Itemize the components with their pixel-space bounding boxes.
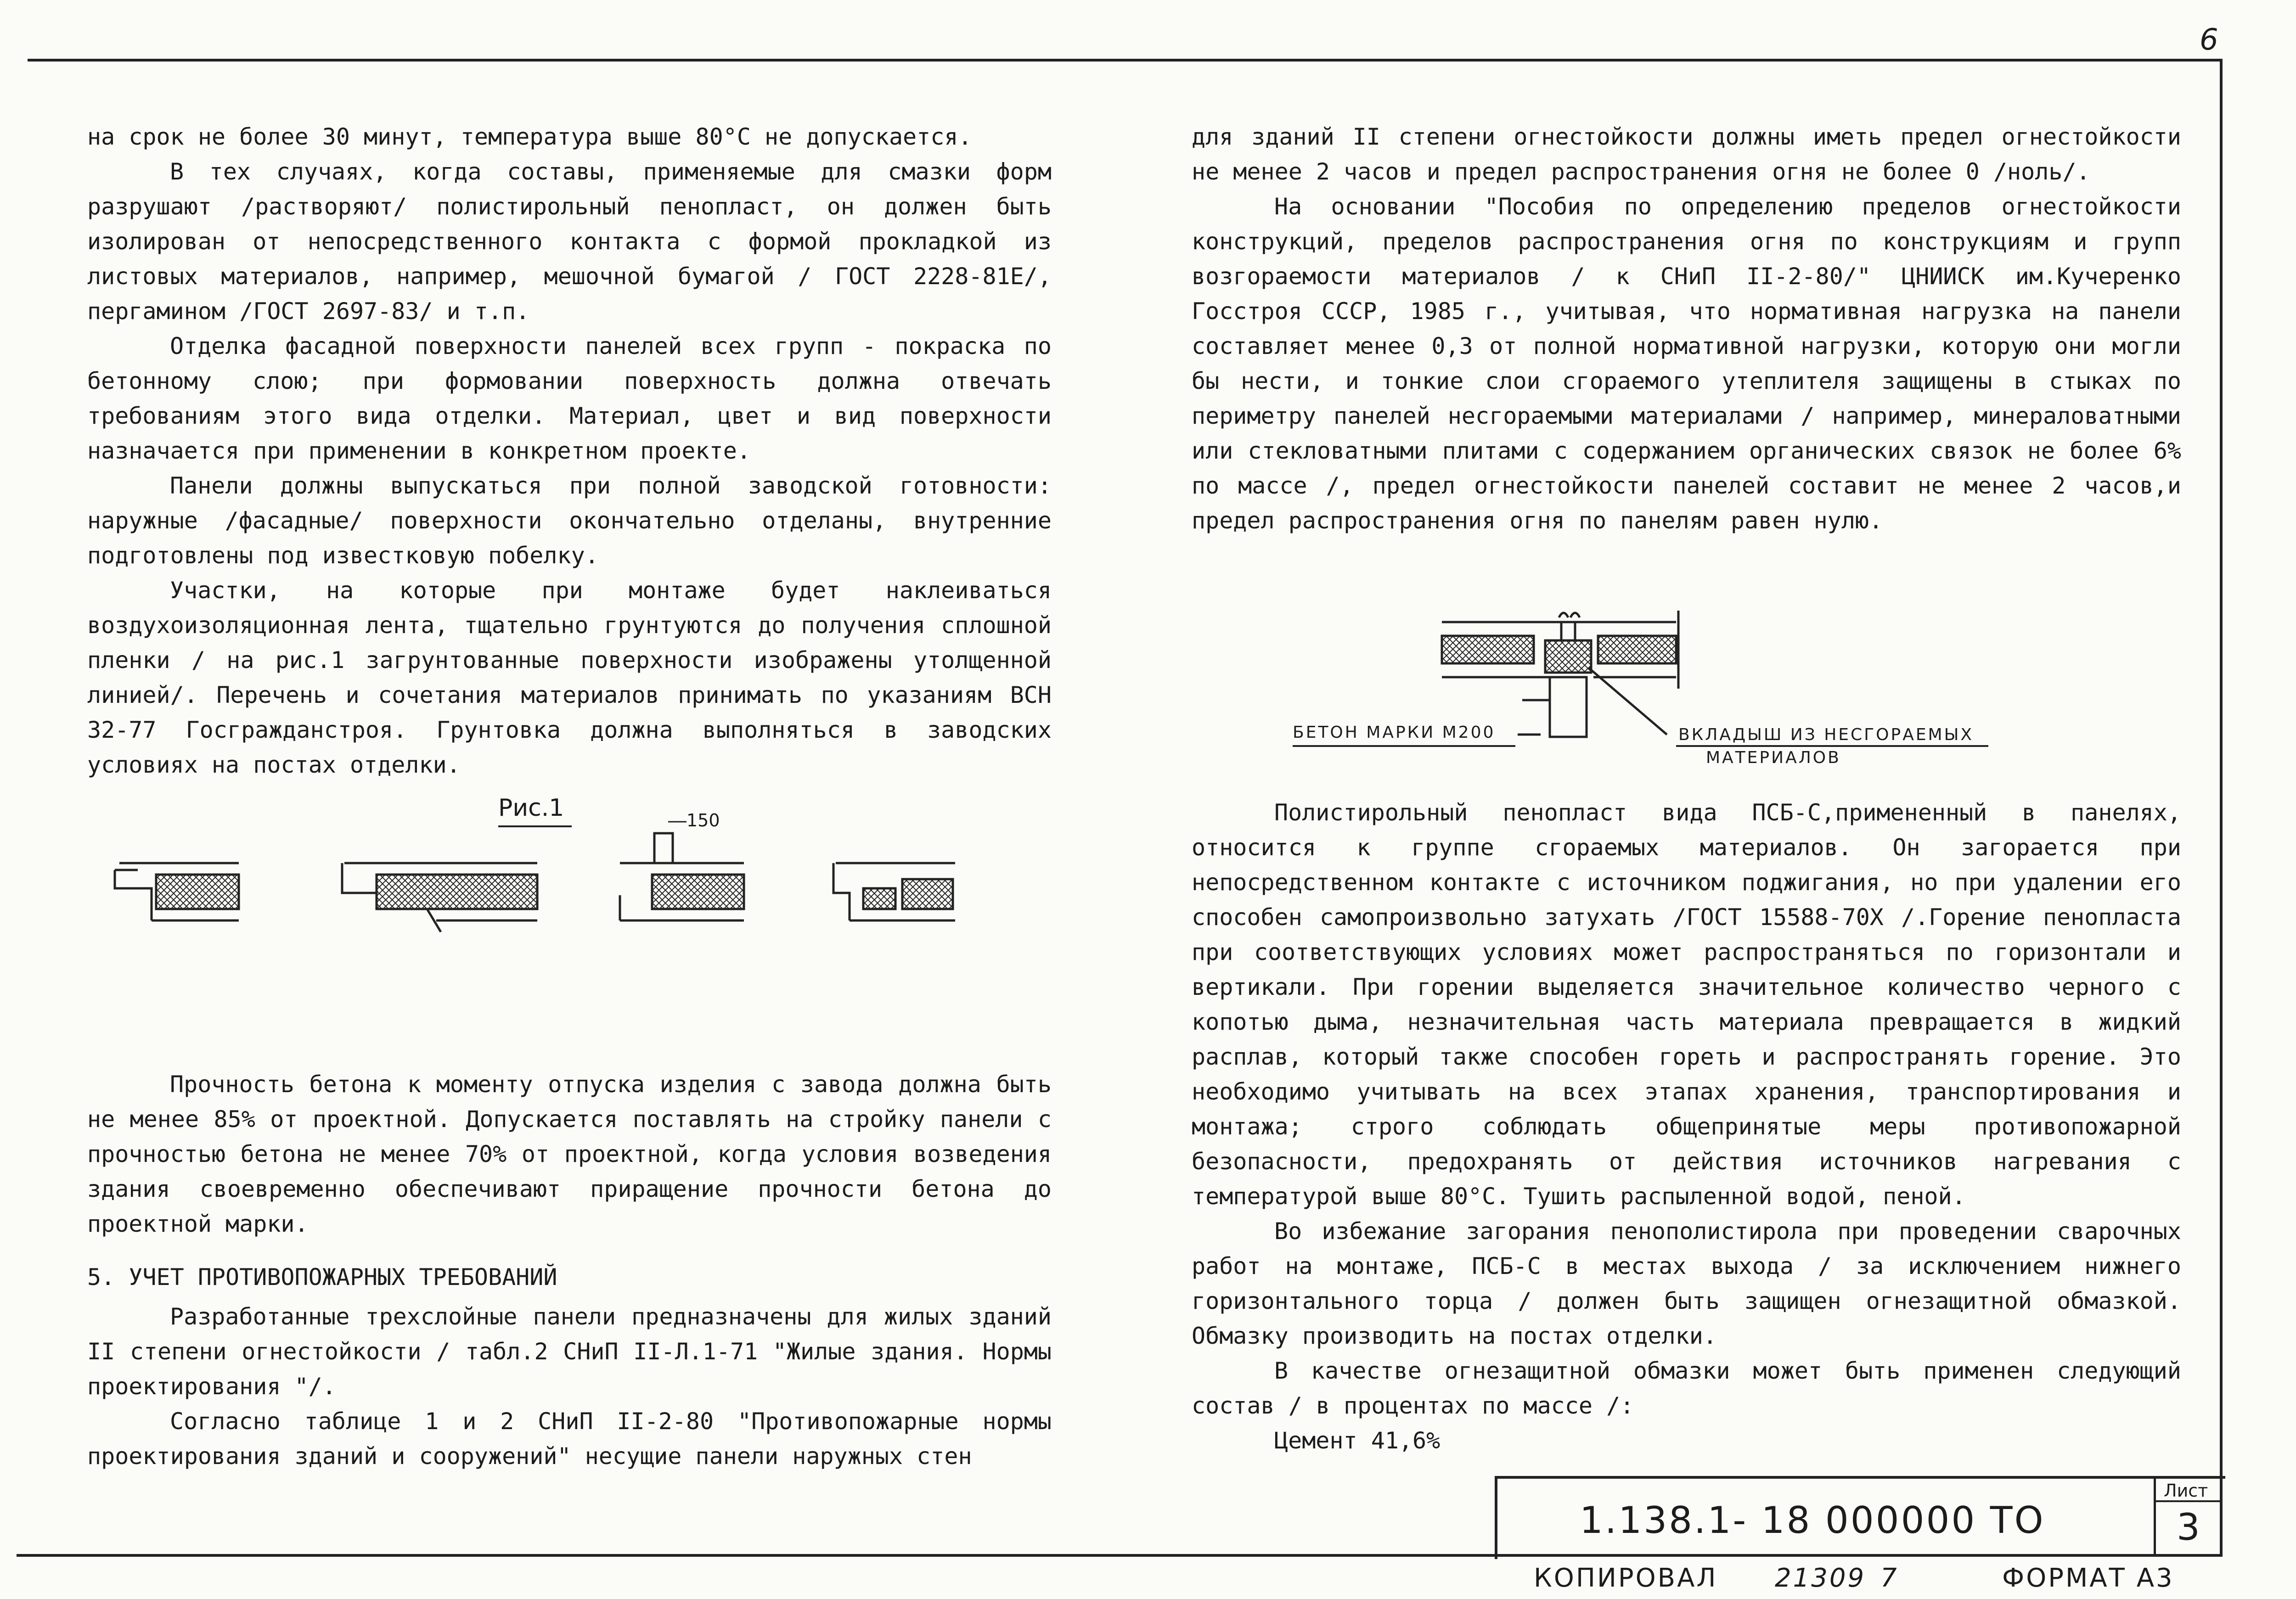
paragraph: В тех случаях, когда составы, применяемые для смазки форм разрушают /растворяют/ полистирольный пенопласт, он должен быть изолирован от непосредственного контакта с формой прокладкой из листовых материалов, например, мешочной бумагой / ГОСТ 2228-81Е/, пергамином /ГОСТ 2697-83/ и т.п. <box>87 158 1052 325</box>
paragraph: Участки, на которые при монтаже будет наклеиваться воздухоизоляционная лента, тщательно грунтуются до получения сплошной пленки / на рис.1 загрунтованные поверхности изображены утолщенной линией/. Перечень и сочетания материалов принимать по указаниям ВСН 32-77 Госгражданстроя. Грунтовка должна выполняться в заводских условиях на постах отделки. <box>87 577 1052 778</box>
document-code: 1.138.1- 18 000000 ТО <box>1580 1499 2045 1542</box>
paragraph: на срок не более 30 минут, температура выше 80°С не допускается. <box>87 123 972 150</box>
footer-number2: 7 <box>1880 1563 1899 1593</box>
title-block-divider <box>2154 1476 2156 1556</box>
figure2-label-insert-line2: МАТЕРИАЛОВ <box>1706 748 1841 767</box>
sheet-number: 3 <box>2177 1506 2200 1549</box>
section-title: 5. УЧЕТ ПРОТИВОПОЖАРНЫХ ТРЕБОВАНИЙ <box>87 1264 557 1290</box>
paragraph: В качестве огнезащитной обмазки может быть применен следующий состав / в процентах по массе /: <box>1192 1358 2181 1419</box>
figure2-label-concrete: БЕТОН МАРКИ М200 <box>1293 723 1496 742</box>
footer-copied: КОПИРОВАЛ <box>1534 1563 1718 1593</box>
paragraph: Прочность бетона к моменту отпуска изделия с завода должна быть не менее 85% от проектной. Допускается поставлять на стройку панели с прочностью бетона не менее 70% от проектной, когда условия возведения здания своевременно обеспечивают приращение прочности бетона до проектной марки. <box>87 1071 1052 1237</box>
figure1-title: Рис.1 <box>498 794 564 822</box>
paragraph: Полистирольный пенопласт вида ПСБ-С,примененный в панелях, относится к группе сгораемых материалов. Он загорается при непосредственном контакте с источником поджигания, но при удалении его способен самопроизвольно затухать /ГОСТ 15588-70Х /.Горение пенопласта при соответствующих условиях может распространяться по горизонтали и вертикали. При горении выделяется значительное количество черного с копотью дыма, незначительная часть материала превращается в жидкий расплав, который также способен гореть и распространять горение. Это необходимо учитывать на всех этапах хранения, транспортирования и монтажа; строго соблюдать общепринятые меры противопожарной безопасности, предохранять от действия источников нагревания с температурой выше 80°С. Тушить распыленной водой, пеной. <box>1192 799 2181 1210</box>
footer-format: ФОРМАТ А3 <box>2002 1563 2174 1593</box>
paragraph: На основании "Пособия по определению пределов огнестойкости конструкций, пределов распространения огня по конструкциям и групп возгораемости материалов / к СНиП II-2-80/" ЦНИИСК им.Кучеренко Госстроя СССР, 1985 г., учитывая, что нормативная нагрузка на панели составляет менее 0,3 от полной нормативной нагрузки, которую они могли бы нести, и тонкие слои сгораемого утеплителя защищены в стыках по периметру панелей несгораемыми материалами / например, минераловатными или стекловатными плитами с содержанием органических связок не более 6% по массе /, предел огнестойкости панелей составит не менее 2 часов,и предел распространения огня по панелям равен нулю. <box>1192 193 2181 534</box>
paragraph: Во избежание загорания пенополистирола при проведении сварочных работ на монтаже, ПСБ-С в местах выхода / за исключением нижнего горизонтального торца / должен быть защищен огнезащитной обмазкой. Обмазку производить на постах отделки. <box>1192 1218 2181 1349</box>
paragraph: Цемент 41,6% <box>1274 1427 1441 1454</box>
paragraph: Разработанные трехслойные панели предназначены для жилых зданий II степени огнестойкости / табл.2 СНиП II-Л.1-71 "Жилые здания. Нормы проектирования "/. <box>87 1303 1052 1400</box>
paragraph: Отделка фасадной поверхности панелей всех групп - покраска по бетонному слою; при формовании поверхность должна отвечать требованиям этого вида отделки. Материал, цвет и вид поверхности назначается при применении в конкретном проекте. <box>87 333 1052 464</box>
footer-number: 21309 <box>1775 1563 1866 1593</box>
page-number: 6 <box>2200 23 2218 57</box>
paragraph: Согласно таблице 1 и 2 СНиП II-2-80 "Противопожарные нормы проектирования зданий и сооружений" несущие панели наружных стен <box>87 1408 1052 1470</box>
sheet-label: Лист <box>2164 1481 2208 1501</box>
figure1-dimension: 150 <box>687 810 720 830</box>
paragraph: Панели должны выпускаться при полной заводской готовности: наружные /фасадные/ поверхности окончательно отделаны, внутренние подготовлены под известковую побелку. <box>87 472 1052 569</box>
figure2-label-insert-line1: ВКЛАДЫШ ИЗ НЕСГОРАЕМЫХ <box>1678 725 1974 744</box>
paragraph: для зданий II степени огнестойкости должны иметь предел огнестойкости не менее 2 часов и предел распространения огня не более 0 /ноль/. <box>1192 123 2181 185</box>
